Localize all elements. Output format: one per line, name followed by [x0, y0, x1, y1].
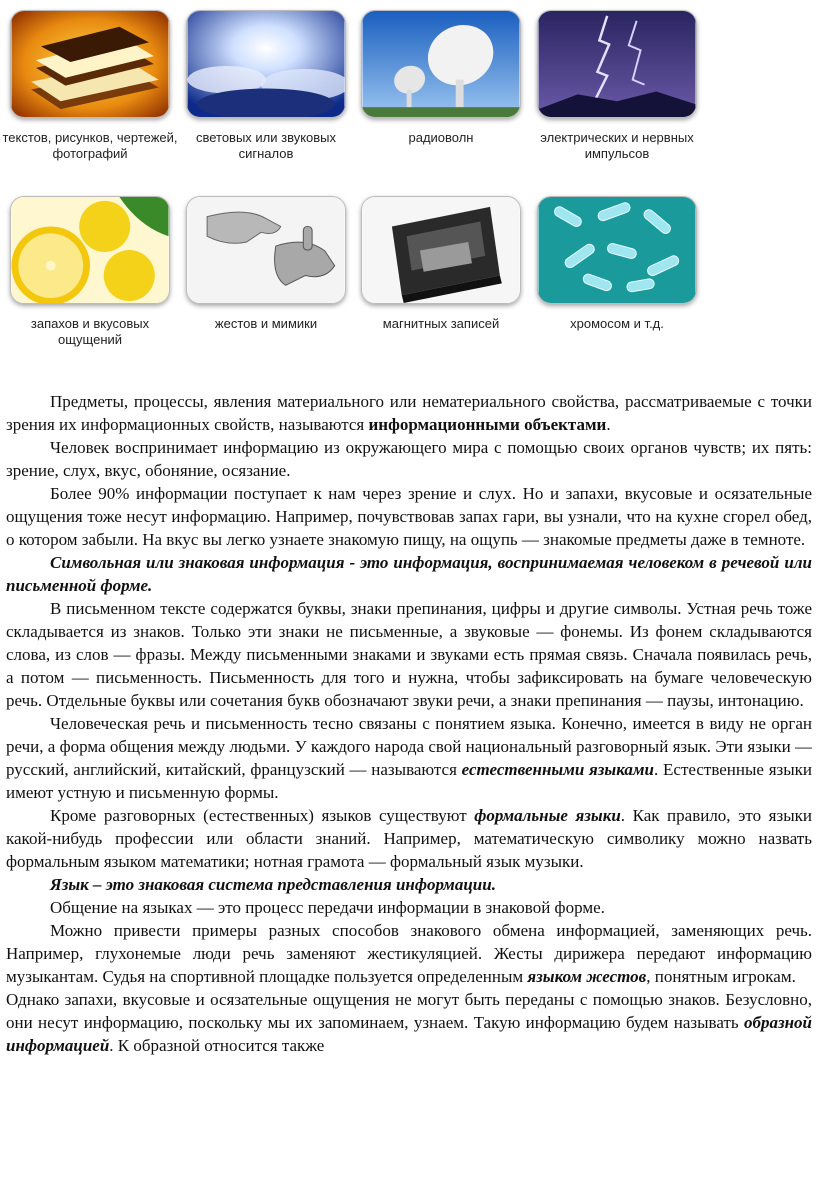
sky-light-icon	[186, 10, 346, 118]
lightning-icon	[537, 10, 697, 118]
caption-gestures: жестов и мимики	[214, 316, 318, 331]
lemon-icon	[10, 196, 170, 304]
paragraph-perception: Более 90% информации поступает к нам через зрение и слух. Но и запахи, вкусовые и осязательные ощущения тоже несут информацию. Например, почувствовав запах гари, вы узнали, что на кухне сгорел обед, о котором забыли. На вкус вы легко узнаете знакомую пищу, на ощупь — знакомые предметы даже в темноте.	[6, 484, 812, 549]
books-icon	[10, 10, 170, 118]
paragraph-written-text: В письменном тексте содержатся буквы, знаки препинания, цифры и другие символы. Устная речь тоже складывается из знаков. Только эти знаки не письменные, а звуковые — фонемы. Из фонем складываются слова, из слов — фразы. Между письменными знаками и звуками есть прямая связь. Сначала появилась речь, а потом — письменность. Письменность для того и нужна, чтобы зафиксировать на бумаге человеческую речь. Отдельные буквы или сочетания букв обозначают звуки речи, а знаки препинания — паузы, интонацию.	[6, 599, 812, 710]
caption-signals: световых или звуковых сигналов	[195, 130, 337, 161]
chromosomes-icon	[537, 196, 697, 304]
definition-symbolic-info: Символьная или знаковая информация - это информация, воспринимаемая человеком в речевой или письменной форме.	[6, 553, 812, 595]
paragraph-communication: Общение на языках — это процесс передачи информации в знаковой форме.	[50, 898, 605, 917]
cassette-icon	[361, 196, 521, 304]
paragraph-info-objects: Предметы, процессы, явления материального или нематериального свойства, рассматриваемые с точки зрения их информационных свойств, называются информационными объектами.	[6, 392, 812, 434]
term-figurative-info: образной информацией	[6, 1013, 812, 1055]
caption-radio: радиоволн	[408, 130, 474, 145]
hands-gesture-icon	[186, 196, 346, 304]
caption-impulses: электрических и нервных импульсов	[540, 130, 694, 161]
image-grid	[0, 0, 816, 360]
paragraph-formal-languages: Кроме разговорных (естественных) языков существуют формальные языки. Как правило, это языки какой-нибудь профессии или области знаний. Например, математическую символику можно назвать формальным языком математики; нотная грамота — формальный язык музыки.	[6, 806, 812, 871]
paragraph-figurative-info: Однако запахи, вкусовые и осязательные ощущения не могут быть переданы с помощью знаков. Безусловно, они несут информацию, поскольку мы их запоминаем, узнаем. Такую информацию будем называть образной информацией. К образной относится также	[6, 990, 812, 1055]
term-natural-languages: естественными языками	[461, 760, 655, 779]
paragraph-gesture-language: Можно привести примеры разных способов знакового обмена информацией, заменяющих речь. Например, глухонемые люди речь заменяют жестикуляцией. Жесты дирижера передают информацию музыкантам. Судья на спортивной площадке пользуется определенным языком жестов, понятным игрокам.	[6, 921, 812, 986]
caption-magnetic: магнитных записей	[382, 316, 500, 331]
radio-dish-icon	[361, 10, 521, 118]
article-body	[6, 390, 812, 1057]
paragraph-natural-languages: Человеческая речь и письменность тесно связаны с понятием языка. Конечно, имеется в виду не орган речи, а форма общения между людьми. У каждого народа свой национальный разговорный язык. Эти языки — русский, английский, китайский, французский — называются естественными языками. Естественные языки имеют устную и письменную формы.	[6, 714, 813, 802]
term-formal-languages: формальные языки	[474, 806, 621, 825]
definition-language: Язык – это знаковая система представления информации.	[50, 875, 496, 894]
paragraph-senses: Человек воспринимает информацию из окружающего мира с помощью своих органов чувств; их пять: зрение, слух, вкус, обоняние, осязание.	[6, 438, 812, 480]
caption-texts: текстов, рисунков, чертежей, фотографий	[2, 130, 178, 161]
caption-smells: запахов и вкусовых ощущений	[30, 316, 150, 347]
caption-chromosomes: хромосом и т.д.	[570, 316, 664, 331]
term-gesture-language: языком жестов	[527, 967, 647, 986]
term-info-objects: информационными объектами	[368, 415, 607, 434]
